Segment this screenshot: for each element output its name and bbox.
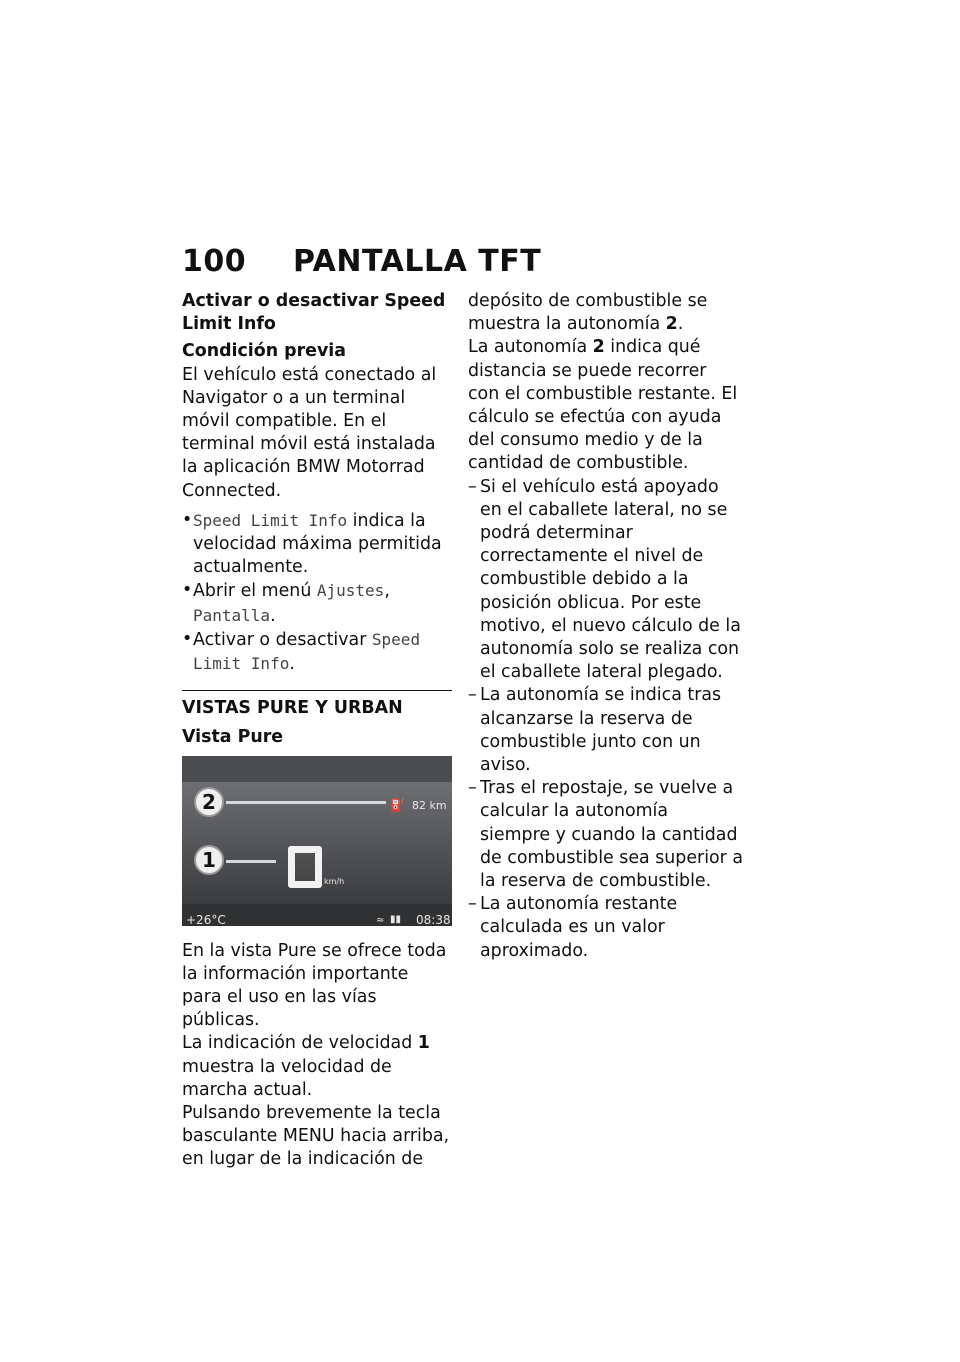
page-title: PANTALLA TFT bbox=[292, 244, 542, 279]
left-column bbox=[182, 290, 452, 1172]
section-title: VISTAS PURE Y URBAN bbox=[182, 698, 403, 719]
paragraph bbox=[182, 1032, 452, 1102]
connection-icon: ≈ bbox=[376, 914, 385, 926]
callout-1: 1 bbox=[194, 845, 224, 875]
steps-list bbox=[182, 509, 452, 676]
paragraph-text: depósito de combustible se muestra la autonomía bbox=[468, 291, 708, 335]
paragraph-text: . bbox=[677, 314, 684, 335]
callout-reference: 2 bbox=[665, 314, 678, 335]
temperature: +26°C bbox=[186, 912, 226, 926]
note-item: – Tras el repostaje, se vuelve a calcular la autonomía siempre y cuando la cantidad de combustible sea superior a la reserva de combustible. bbox=[468, 777, 743, 893]
note-item: – La autonomía se indica tras alcanzarse la reserva de combustible junto con un aviso. bbox=[468, 684, 743, 777]
speed-digit bbox=[288, 846, 322, 888]
section-divider bbox=[182, 690, 452, 691]
heading-precondition: Condición previa bbox=[182, 341, 347, 362]
paragraph-text: muestra la velocidad de marcha actual. bbox=[182, 1056, 392, 1100]
note-item: – Si el vehículo está apoyado en el caballete lateral, no se podrá determinar correctamente el nivel de combustible debido a la posición oblicua. Por este motivo, el nuevo cálculo de la autonomía solo se realiza con el caballete lateral plegado. bbox=[468, 476, 743, 685]
punctuation: . bbox=[270, 605, 276, 626]
signal-icon: ▮▮ bbox=[390, 913, 402, 925]
paragraph: En la vista Pure se ofrece toda la información importante para el uso en las vías públicas. bbox=[182, 940, 447, 1031]
list-item-text: Activar o desactivar bbox=[193, 629, 372, 650]
callout-2: 2 bbox=[194, 787, 224, 817]
punctuation: . bbox=[289, 654, 295, 675]
paragraph-text: indica qué distancia se puede recorrer con el combustible restante. El cálculo se efectúa con ayuda del consumo medio y de la cantidad de combustible. bbox=[468, 337, 738, 474]
menu-term: Pantalla bbox=[193, 605, 271, 625]
note-item: – La autonomía restante calculada es un valor aproximado. bbox=[468, 893, 743, 963]
callout-reference: 2 bbox=[592, 337, 605, 358]
fuel-pump-icon: ⛽ bbox=[390, 797, 405, 812]
list-item bbox=[182, 509, 452, 580]
list-item bbox=[182, 628, 452, 676]
page-header bbox=[182, 244, 541, 278]
heading-speed-limit-info: Activar o desactivar Speed Limit Info bbox=[182, 291, 446, 335]
menu-term: Speed Limit Info bbox=[193, 510, 348, 530]
range-bar bbox=[226, 801, 386, 804]
page-number: 100 bbox=[182, 244, 247, 279]
paragraph-text: La autonomía bbox=[468, 337, 593, 358]
subsection-title: Vista Pure bbox=[182, 727, 284, 748]
menu-term: Ajustes bbox=[316, 581, 385, 601]
list-item bbox=[182, 579, 452, 627]
range-value: 82 km bbox=[412, 798, 447, 812]
paragraph bbox=[468, 336, 743, 475]
intro-paragraph: El vehículo está conectado al Navigator o a un terminal móvil compatible. En el terminal móvil está instalada la aplicación BMW Motorrad Connected. bbox=[182, 364, 437, 501]
list-item-text: indica la velocidad máxima permitida actualmente. bbox=[193, 510, 442, 578]
list-item-text: Abrir el menú bbox=[193, 581, 317, 602]
right-column bbox=[468, 290, 743, 963]
menu-term: Speed Limit Info bbox=[193, 629, 421, 674]
tft-display-figure bbox=[182, 756, 452, 926]
paragraph: Pulsando brevemente la tecla basculante MENU hacia arriba, en lugar de la indicación de bbox=[182, 1103, 450, 1170]
paragraph bbox=[468, 290, 743, 336]
separator: , bbox=[384, 581, 390, 602]
speed-unit: km/h bbox=[324, 876, 345, 886]
callout-reference: 1 bbox=[417, 1033, 430, 1054]
speed-pointer-line bbox=[226, 860, 276, 863]
paragraph-text: La indicación de velocidad bbox=[182, 1033, 418, 1054]
clock-time: 08:38 bbox=[416, 912, 451, 926]
